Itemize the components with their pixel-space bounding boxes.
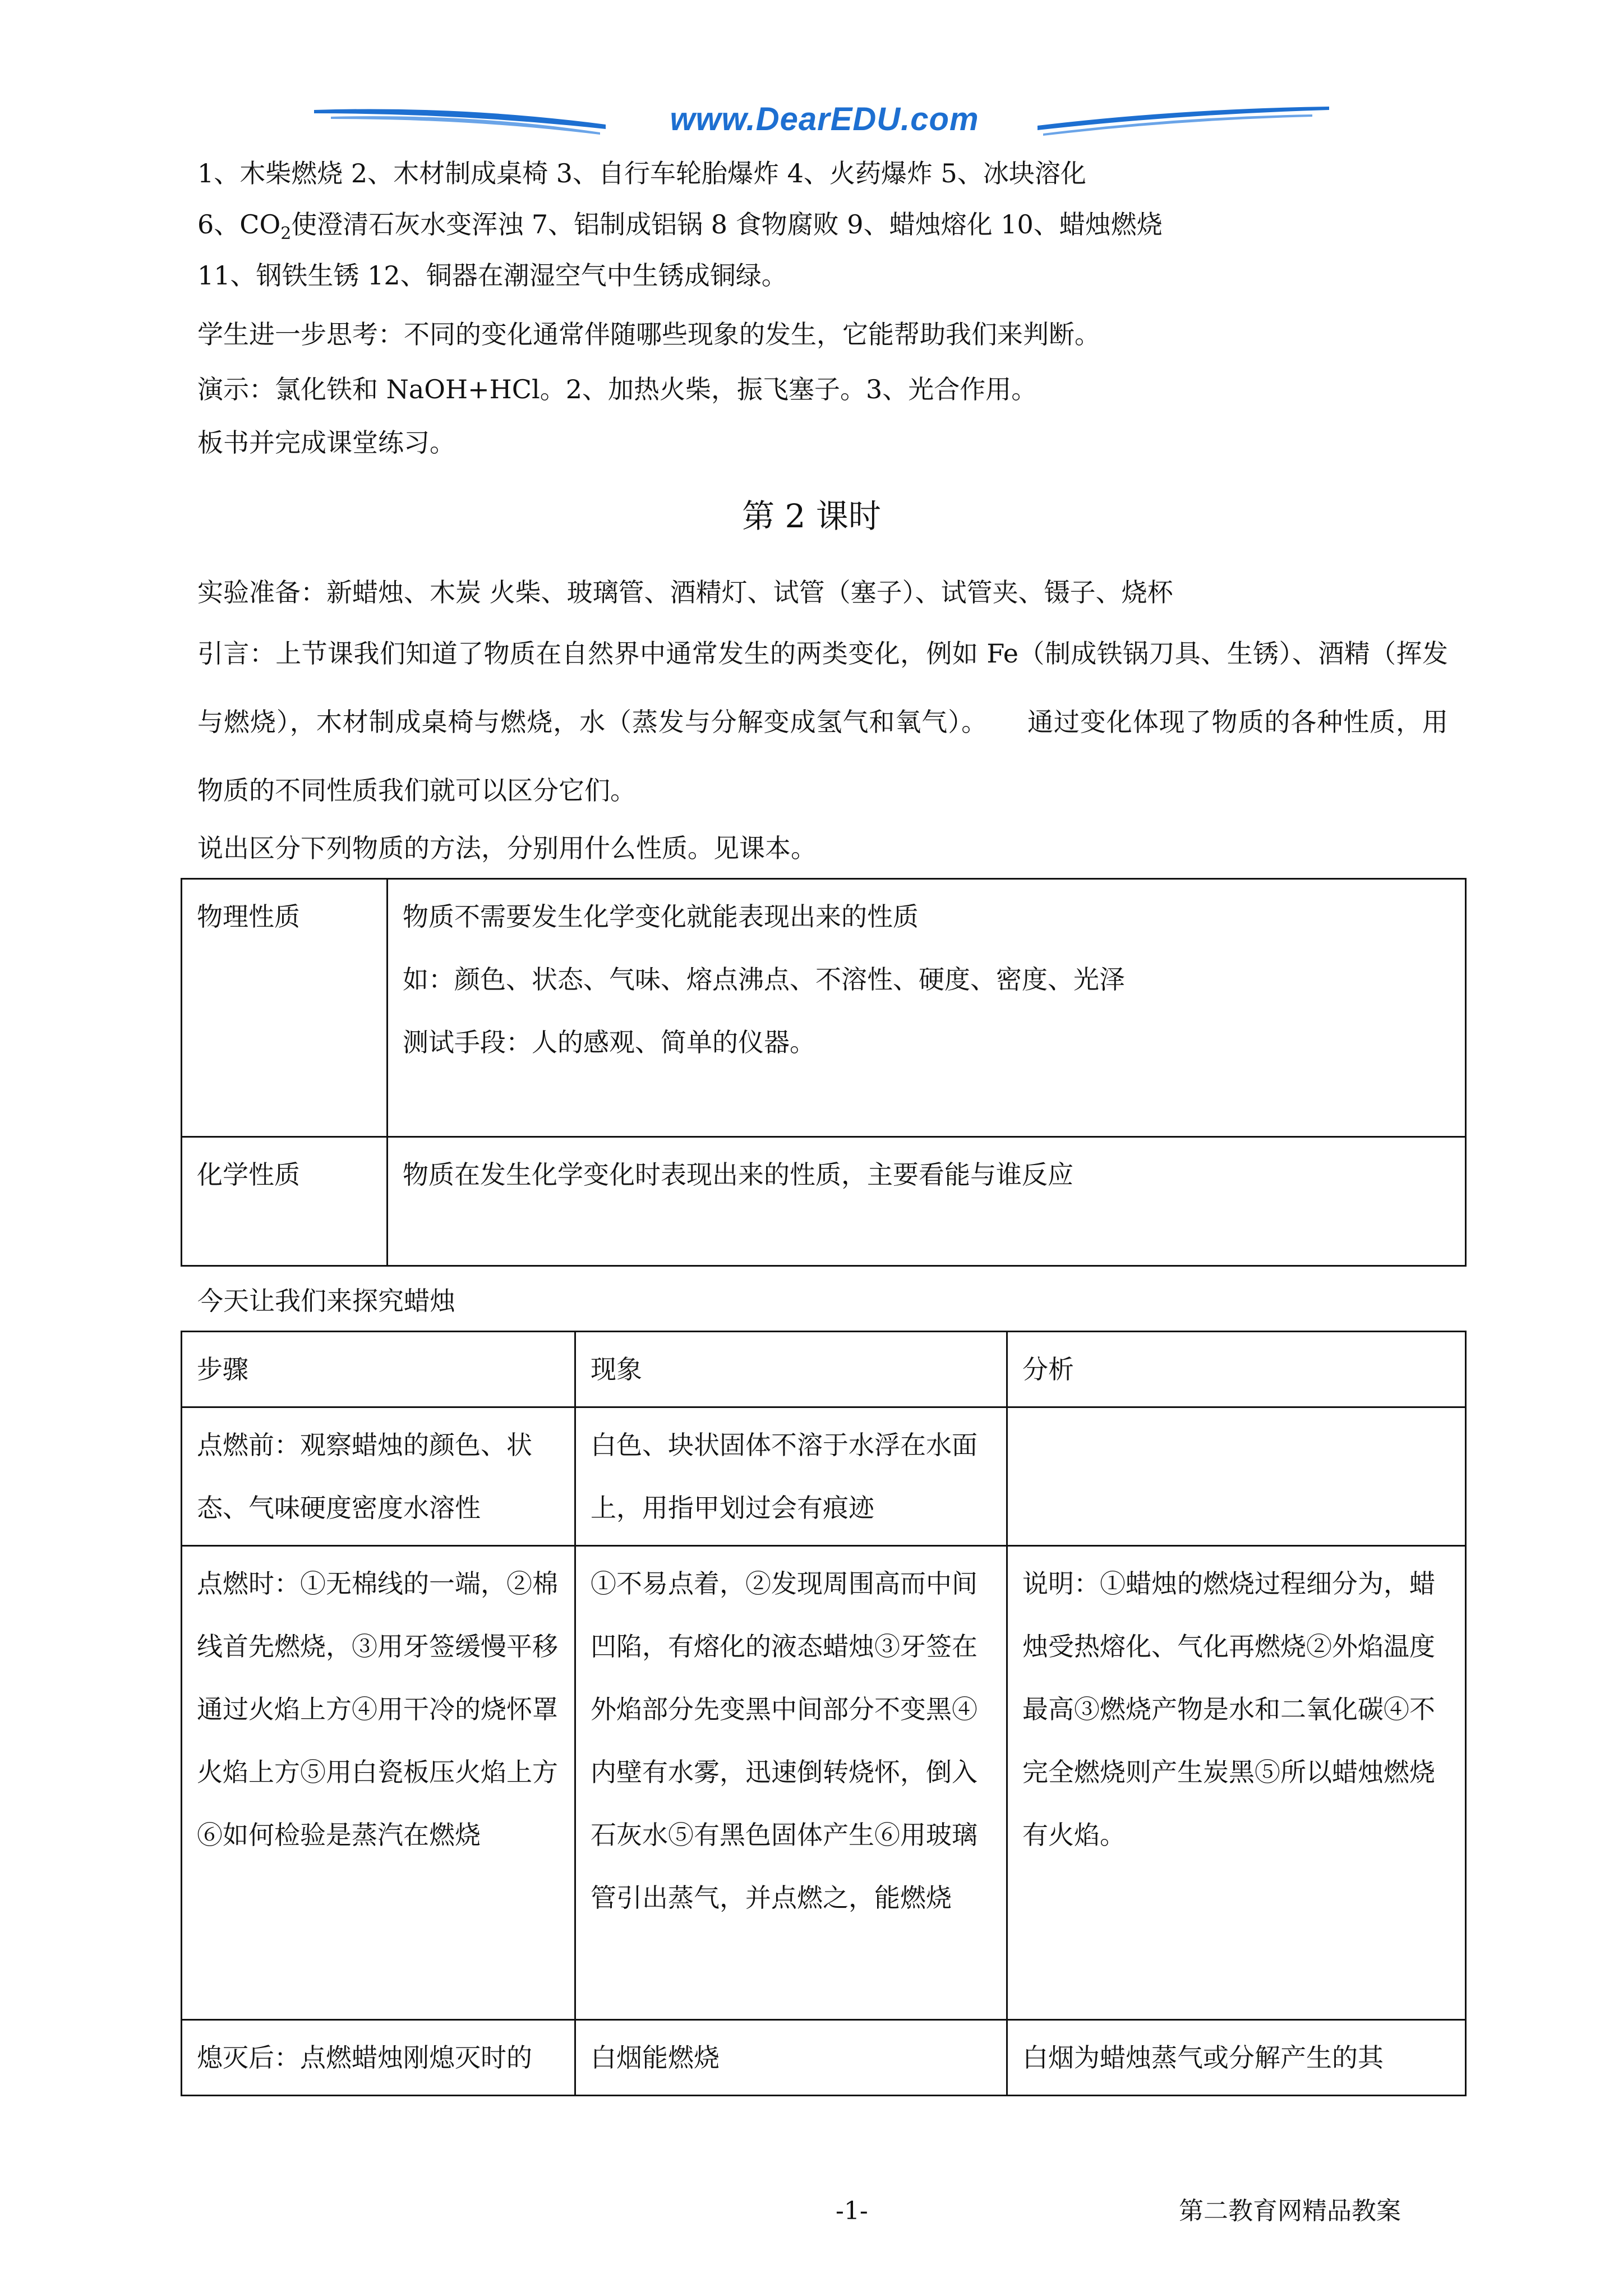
intro-line-2: 6、$CO_2$使澄清石灰水变浑浊 7、铝制成铝锅 8 食物腐败 9、蜡烛熔化 10、蜡烛燃烧: [197, 209, 1163, 243]
property-desc-chemical: [388, 1137, 1466, 1266]
property-name-chemical: 化学性质: [182, 1137, 388, 1266]
property-line: 物质在发生化学变化时表现出来的性质，主要看能与谁反应: [403, 1159, 1073, 1190]
step-cell: 点燃时：①无棉线的一端，②棉线首先燃烧，③用牙签缓慢平移通过火焰上方④用干冷的烧怀罩火焰上方⑤用白瓷板压火焰上方⑥如何检验是蒸汽在燃烧: [182, 1546, 575, 2020]
distinguish-question: 说出区分下列物质的方法，分别用什么性质。见课本。: [197, 833, 817, 863]
table-row: [182, 1407, 1466, 1546]
table-header-row: [182, 1332, 1466, 1407]
phenomenon-cell: ①不易点着，②发现周围高而中间凹陷，有熔化的液态蜡烛③牙签在外焰部分先变黑中间部分不变黑④内壁有水雾，迅速倒转烧怀，倒入石灰水⑤有黑色固体产生⑥用玻璃管引出蒸气，并点燃之，能燃烧: [575, 1546, 1007, 2020]
intro-line-1: 1、木柴燃烧 2、木材制成桌椅 3、自行车轮胎爆炸 4、火药爆炸 5、冰块溶化: [197, 158, 1086, 188]
lesson-title: 第 2 课时: [742, 497, 881, 535]
experiment-prep: 实验准备：新蜡烛、木炭 火柴、玻璃管、酒精灯、试管（塞子）、试管夹、镊子、烧杯: [197, 577, 1173, 608]
phenomenon-cell: 白色、块状固体不溶于水浮在水面上，用指甲划过会有痕迹: [575, 1407, 1007, 1546]
site-logo-banner: [314, 101, 1329, 139]
property-line: 物质不需要发生化学变化就能表现出来的性质: [403, 901, 919, 932]
column-header-step: 步骤: [182, 1332, 575, 1407]
table-row: [182, 1546, 1466, 2020]
candle-intro: 今天让我们来探究蜡烛: [197, 1286, 455, 1316]
step-cell: 点燃前：观察蜡烛的颜色、状态、气味硬度密度水溶性: [182, 1407, 575, 1546]
intro-line-3: 11、钢铁生锈 12、铜器在潮湿空气中生锈成铜绿。: [197, 260, 787, 291]
properties-table: [181, 878, 1467, 1267]
page-number: -1-: [836, 2197, 868, 2225]
column-header-phenomenon: 现象: [575, 1332, 1007, 1407]
candle-experiment-table: [181, 1331, 1467, 2096]
footer-source: 第二教育网精品教案: [1179, 2197, 1401, 2225]
phenomenon-cell: 白烟能燃烧: [575, 2020, 1007, 2096]
lesson-intro-paragraph: 引言：上节课我们知道了物质在自然界中通常发生的两类变化，例如 Fe（制成铁锅刀具、生锈）、酒精（挥发与燃烧），木材制成桌椅与燃烧，水（蒸发与分解变成氢气和氧气）。 通过变化体现了物质的各种性质，用物质的不同性质我们就可以区分它们。: [197, 638, 1448, 806]
site-logo-text[interactable]: www.DearEDU.com: [670, 101, 979, 137]
property-line: 如：颜色、状态、气味、熔点沸点、不溶性、硬度、密度、光泽: [403, 964, 1125, 995]
intro-line-4: 学生进一步思考：不同的变化通常伴随哪些现象的发生，它能帮助我们来判断。: [197, 319, 1100, 349]
step-cell: 熄灭后：点燃蜡烛刚熄灭时的: [182, 2020, 575, 2096]
property-name-physical: 物理性质: [182, 879, 388, 1137]
property-line: 测试手段：人的感观、简单的仪器。: [403, 1027, 815, 1057]
analysis-cell: [1007, 1407, 1466, 1546]
property-desc-physical: [388, 879, 1466, 1137]
analysis-cell: 说明：①蜡烛的燃烧过程细分为，蜡烛受热熔化、气化再燃烧②外焰温度最高③燃烧产物是水和二氧化碳④不完全燃烧则产生炭黑⑤所以蜡烛燃烧有火焰。: [1007, 1546, 1466, 2020]
analysis-cell: 白烟为蜡烛蒸气或分解产生的其: [1007, 2020, 1466, 2096]
intro-line-6: 板书并完成课堂练习。: [197, 427, 455, 458]
table-row: [182, 1137, 1466, 1266]
column-header-analysis: 分析: [1007, 1332, 1466, 1407]
intro-line-5: 演示：氯化铁和 NaOH+HCl。2、加热火柴，振飞塞子。3、光合作用。: [197, 374, 1038, 404]
table-row: [182, 879, 1466, 1137]
table-row: [182, 2020, 1466, 2096]
